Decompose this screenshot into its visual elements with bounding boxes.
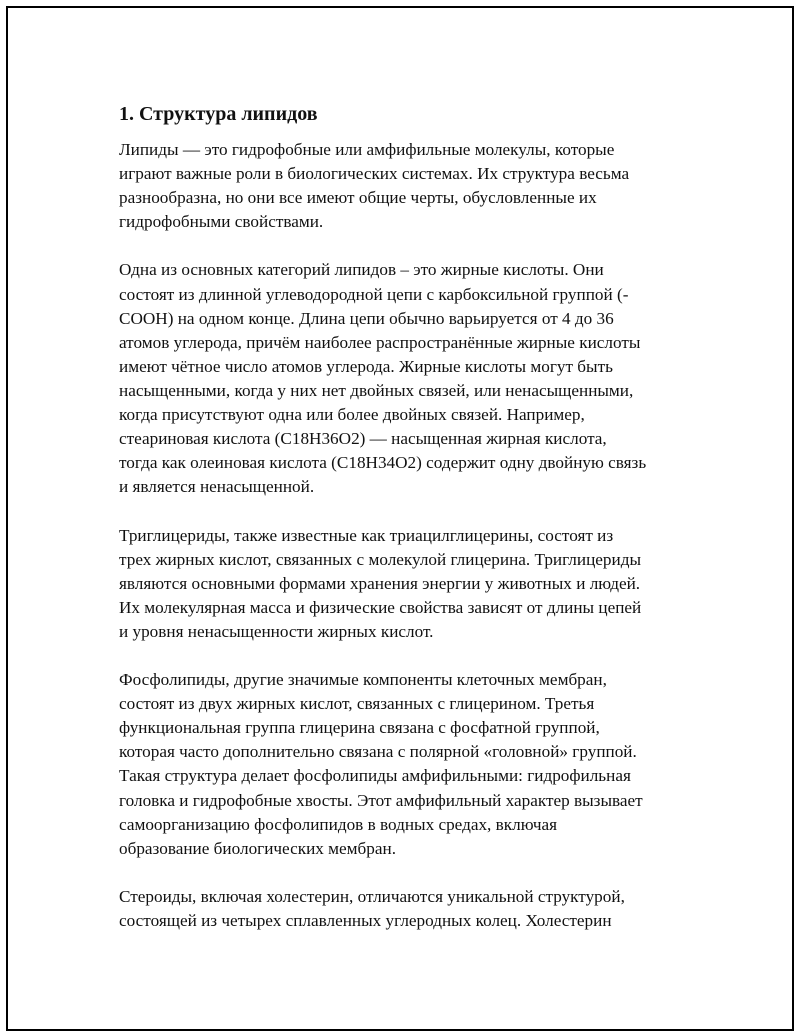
section-heading: 1. Структура липидов (119, 103, 318, 125)
paragraph-triglycerides: Триглицериды, также известные как триацилглицерины, состоят из трех жирных кислот, связанных с молекулой глицерина. Триглицериды являются основными формами хранения энергии у животных и людей. Их молекулярная масса и физические свойства зависят от длины цепей и уровня ненасыщенности жирных кислот. (119, 525, 642, 641)
paragraph-fatty-acids: Одна из основных категорий липидов – это жирные кислоты. Они состоят из длинной углеводородной цепи с карбоксильной группой (- COOH) на одном конце. Длина цепи обычно варьируется от 4 до 36 атомов углерода, причём наиболее распространённые жирные кислоты имеют чётное число атомов углерода. Жирные кислоты могут быть насыщенными, когда у них нет двойных связей, или ненасыщенными, когда присутствуют одна или более двойных связей. Например, стеариновая кислота (C18H36O2) — насыщенная жирная кислота, тогда как олеиновая кислота (C18H34O2) содержит одну двойную связь и является ненасыщенной. (119, 260, 647, 497)
document-body (119, 98, 699, 957)
paragraph-steroids: Стероиды, включая холестерин, отличаются уникальной структурой, состоящей из четырех сплавленных углеродных колец. Холестерин (119, 886, 625, 930)
paragraph-phospholipids: Фосфолипиды, другие значимые компоненты клеточных мембран, состоят из двух жирных кислот, связанных с глицерином. Третья функциональная группа глицерина связана с фосфатной группой, которая часто дополнительно связана с полярной «головной» группой. Такая структура делает фосфолипиды амфифильными: гидрофильная головка и гидрофобные хвосты. Этот амфифильный характер вызывает самоорганизацию фосфолипидов в водных средах, включая образование биологических мембран. (119, 670, 643, 858)
paragraph-lipids-intro: Липиды — это гидрофобные или амфифильные молекулы, которые играют важные роли в биологических системах. Их структура весьма разнообразна, но они все имеют общие черты, обусловленные их гидрофобными свойствами. (119, 140, 630, 232)
page-frame (6, 6, 794, 1031)
